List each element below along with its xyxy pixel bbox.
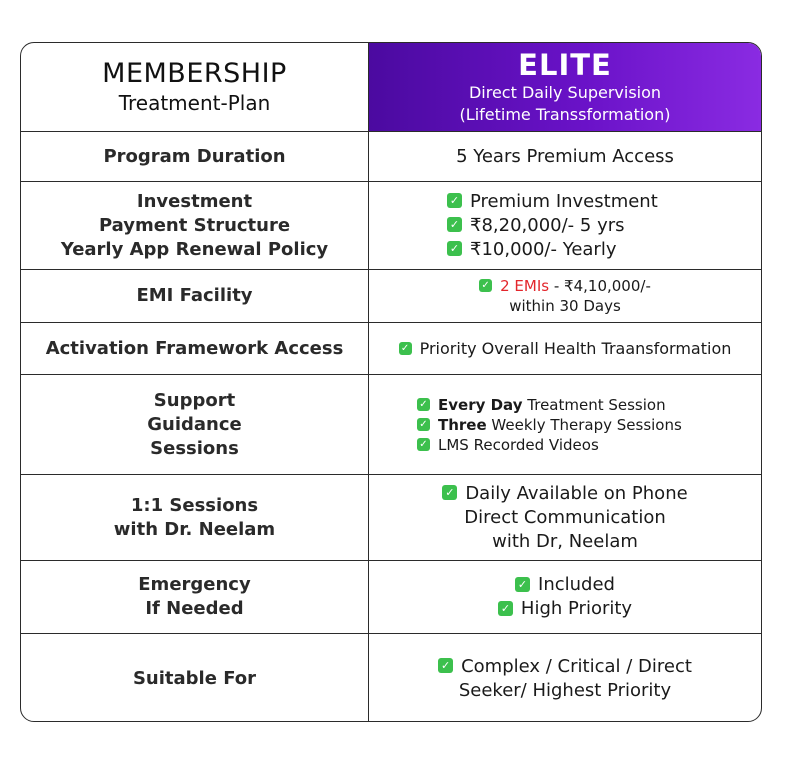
included-value: Included	[538, 574, 615, 595]
one-on-one-label-cell	[21, 475, 368, 560]
check-icon: ✓	[417, 398, 430, 411]
investment-row	[21, 182, 761, 270]
payment-value: ₹8,20,000/- 5 yrs	[470, 214, 625, 236]
activation-value: Priority Overall Health Traansformation	[419, 338, 732, 358]
suitable-for-label-cell	[21, 634, 368, 722]
doctor-label: with Dr. Neelam	[113, 518, 276, 540]
check-icon: ✓	[438, 658, 453, 673]
activation-label: Activation Framework Access	[45, 337, 344, 359]
if-needed-label: If Needed	[145, 598, 244, 619]
one-on-one-row	[21, 475, 761, 561]
investment-value: Premium Investment	[470, 190, 658, 212]
three-text: Three	[438, 415, 487, 434]
support-label-cell	[21, 375, 368, 474]
investment-label-cell	[21, 182, 368, 269]
membership-title: MEMBERSHIP	[102, 58, 287, 89]
investment-item	[447, 238, 616, 262]
sessions-item	[442, 482, 687, 506]
emergency-item	[515, 573, 615, 597]
activation-label-cell	[21, 323, 368, 374]
membership-table	[20, 42, 762, 722]
program-duration-label: Program Duration	[103, 145, 286, 167]
emergency-label: Emergency	[138, 574, 251, 595]
check-icon: ✓	[442, 485, 457, 500]
payment-structure-label: Payment Structure	[98, 214, 291, 236]
guidance-label: Guidance	[147, 413, 242, 435]
sessions-label: Sessions	[150, 437, 239, 459]
emergency-item	[498, 597, 632, 621]
one-on-one-label: 1:1 Sessions	[130, 494, 259, 516]
every-day-text: Every Day	[438, 395, 523, 414]
check-icon: ✓	[447, 217, 462, 232]
emi-label-cell	[21, 270, 368, 322]
membership-subtitle: Treatment-Plan	[118, 91, 271, 115]
elite-title: ELITE	[518, 48, 612, 82]
lms-videos-text: LMS Recorded Videos	[438, 435, 599, 454]
emi-amount: - ₹4,10,000/-	[549, 277, 651, 295]
direct-communication: Direct Communication	[464, 506, 666, 528]
support-row	[21, 375, 761, 475]
support-item	[417, 435, 599, 455]
support-item	[417, 415, 682, 435]
check-icon: ✓	[479, 279, 492, 292]
check-icon: ✓	[417, 418, 430, 431]
renewal-policy-label: Yearly App Renewal Policy	[60, 238, 329, 260]
emergency-value-cell	[368, 561, 761, 633]
suitable-for-row	[21, 634, 761, 722]
investment-item	[447, 190, 658, 214]
support-value-cell	[368, 375, 761, 474]
emi-item	[479, 276, 651, 296]
emergency-label-cell	[21, 561, 368, 633]
investment-value-cell	[368, 182, 761, 269]
program-duration-label-cell	[21, 132, 368, 181]
renewal-value: ₹10,000/- Yearly	[470, 238, 617, 260]
elite-subtitle: Direct Daily Supervision	[468, 83, 662, 102]
seeker-priority-value: Seeker/ Highest Priority	[458, 679, 672, 701]
investment-label: Investment	[136, 190, 253, 212]
program-duration-value: 5 Years Premium Access	[456, 145, 674, 167]
suitable-for-label: Suitable For	[132, 667, 257, 689]
emergency-row	[21, 561, 761, 634]
elite-note: (Lifetime Transsformation)	[459, 105, 671, 124]
activation-item	[399, 339, 732, 359]
emi-label: EMI Facility	[136, 285, 253, 306]
activation-row	[21, 323, 761, 375]
emi-count: 2 EMIs	[500, 277, 550, 295]
check-icon: ✓	[399, 342, 412, 355]
membership-header-cell	[21, 43, 368, 131]
header-row	[21, 43, 761, 132]
program-duration-value-cell	[368, 132, 761, 181]
support-item	[417, 395, 666, 415]
activation-value-cell	[368, 323, 761, 374]
phone-availability: Daily Available on Phone	[465, 482, 688, 504]
check-icon: ✓	[498, 601, 513, 616]
check-icon: ✓	[417, 438, 430, 451]
elite-header-cell	[368, 43, 761, 131]
support-label: Support	[153, 389, 236, 411]
investment-item	[447, 214, 625, 238]
suitable-for-value-cell	[368, 634, 761, 722]
check-icon: ✓	[515, 577, 530, 592]
complex-critical-value: Complex / Critical / Direct	[461, 655, 692, 677]
program-duration-row	[21, 132, 761, 182]
emi-within: within 30 Days	[509, 297, 621, 315]
therapy-sessions-text: Weekly Therapy Sessions	[486, 415, 682, 434]
check-icon: ✓	[447, 193, 462, 208]
with-doctor: with Dr, Neelam	[492, 530, 638, 552]
suitable-item	[438, 655, 692, 679]
one-on-one-value-cell	[368, 475, 761, 560]
check-icon: ✓	[447, 241, 462, 256]
high-priority-value: High Priority	[520, 598, 633, 619]
emi-row	[21, 270, 761, 323]
treatment-session-text: Treatment Session	[522, 395, 666, 414]
emi-value-cell	[368, 270, 761, 322]
